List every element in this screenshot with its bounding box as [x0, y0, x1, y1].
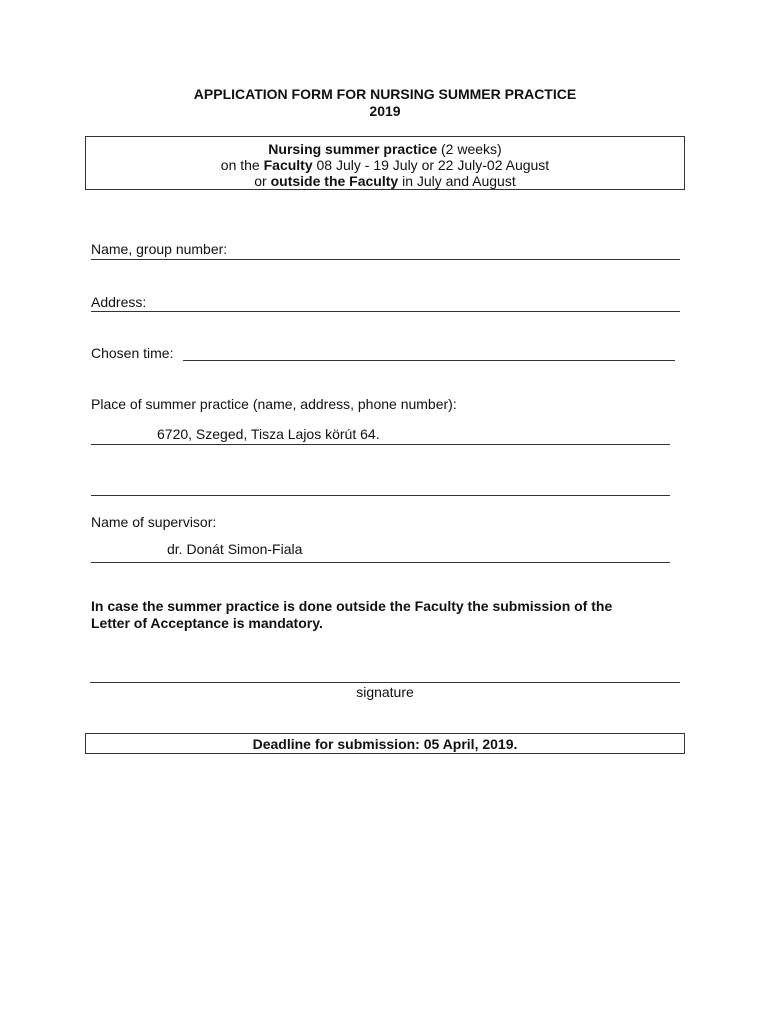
signature-line[interactable]: [90, 682, 680, 683]
form-year: 2019: [369, 103, 401, 119]
info-outside-dates: in July and August: [398, 173, 516, 189]
signature-label: signature: [356, 684, 414, 700]
notice-line-1: In case the summer practice is done outside the Faculty the submission of the: [91, 598, 613, 614]
name-group-label: Name, group number:: [91, 241, 228, 257]
info-faculty: Faculty: [263, 157, 313, 173]
place-field-line-2[interactable]: [91, 495, 670, 496]
info-box: [85, 136, 685, 190]
form-title: APPLICATION FORM FOR NURSING SUMMER PRACTICE: [193, 86, 577, 102]
info-outside-faculty: outside the Faculty: [270, 173, 399, 189]
chosen-time-field[interactable]: [183, 360, 675, 361]
address-field[interactable]: [91, 311, 680, 312]
deadline-box: [85, 733, 685, 754]
chosen-time-label: Chosen time:: [91, 345, 174, 361]
info-on-the: on the: [220, 157, 264, 173]
supervisor-value: dr. Donát Simon-Fiala: [167, 541, 303, 557]
info-line-2: [86, 157, 684, 173]
info-or: or: [254, 173, 271, 189]
name-group-field[interactable]: [91, 259, 680, 260]
info-faculty-dates: 08 July - 19 July or 22 July-02 August: [312, 157, 550, 173]
deadline-text: Deadline for submission: 05 April, 2019.: [252, 736, 518, 752]
place-field-line-1[interactable]: [91, 444, 670, 445]
info-practice-name: Nursing summer practice: [268, 141, 438, 157]
info-duration: (2 weeks): [437, 141, 502, 157]
acceptance-notice: [91, 598, 691, 632]
info-line-3: [86, 173, 684, 189]
notice-line-2: Letter of Acceptance is mandatory.: [91, 615, 323, 631]
supervisor-field[interactable]: [91, 562, 670, 563]
address-label: Address:: [91, 294, 147, 310]
place-label: Place of summer practice (name, address, phone number):: [91, 396, 457, 412]
place-value: 6720, Szeged, Tisza Lajos körút 64.: [157, 426, 380, 442]
info-line-1: [86, 141, 684, 157]
supervisor-label: Name of supervisor:: [91, 514, 217, 530]
